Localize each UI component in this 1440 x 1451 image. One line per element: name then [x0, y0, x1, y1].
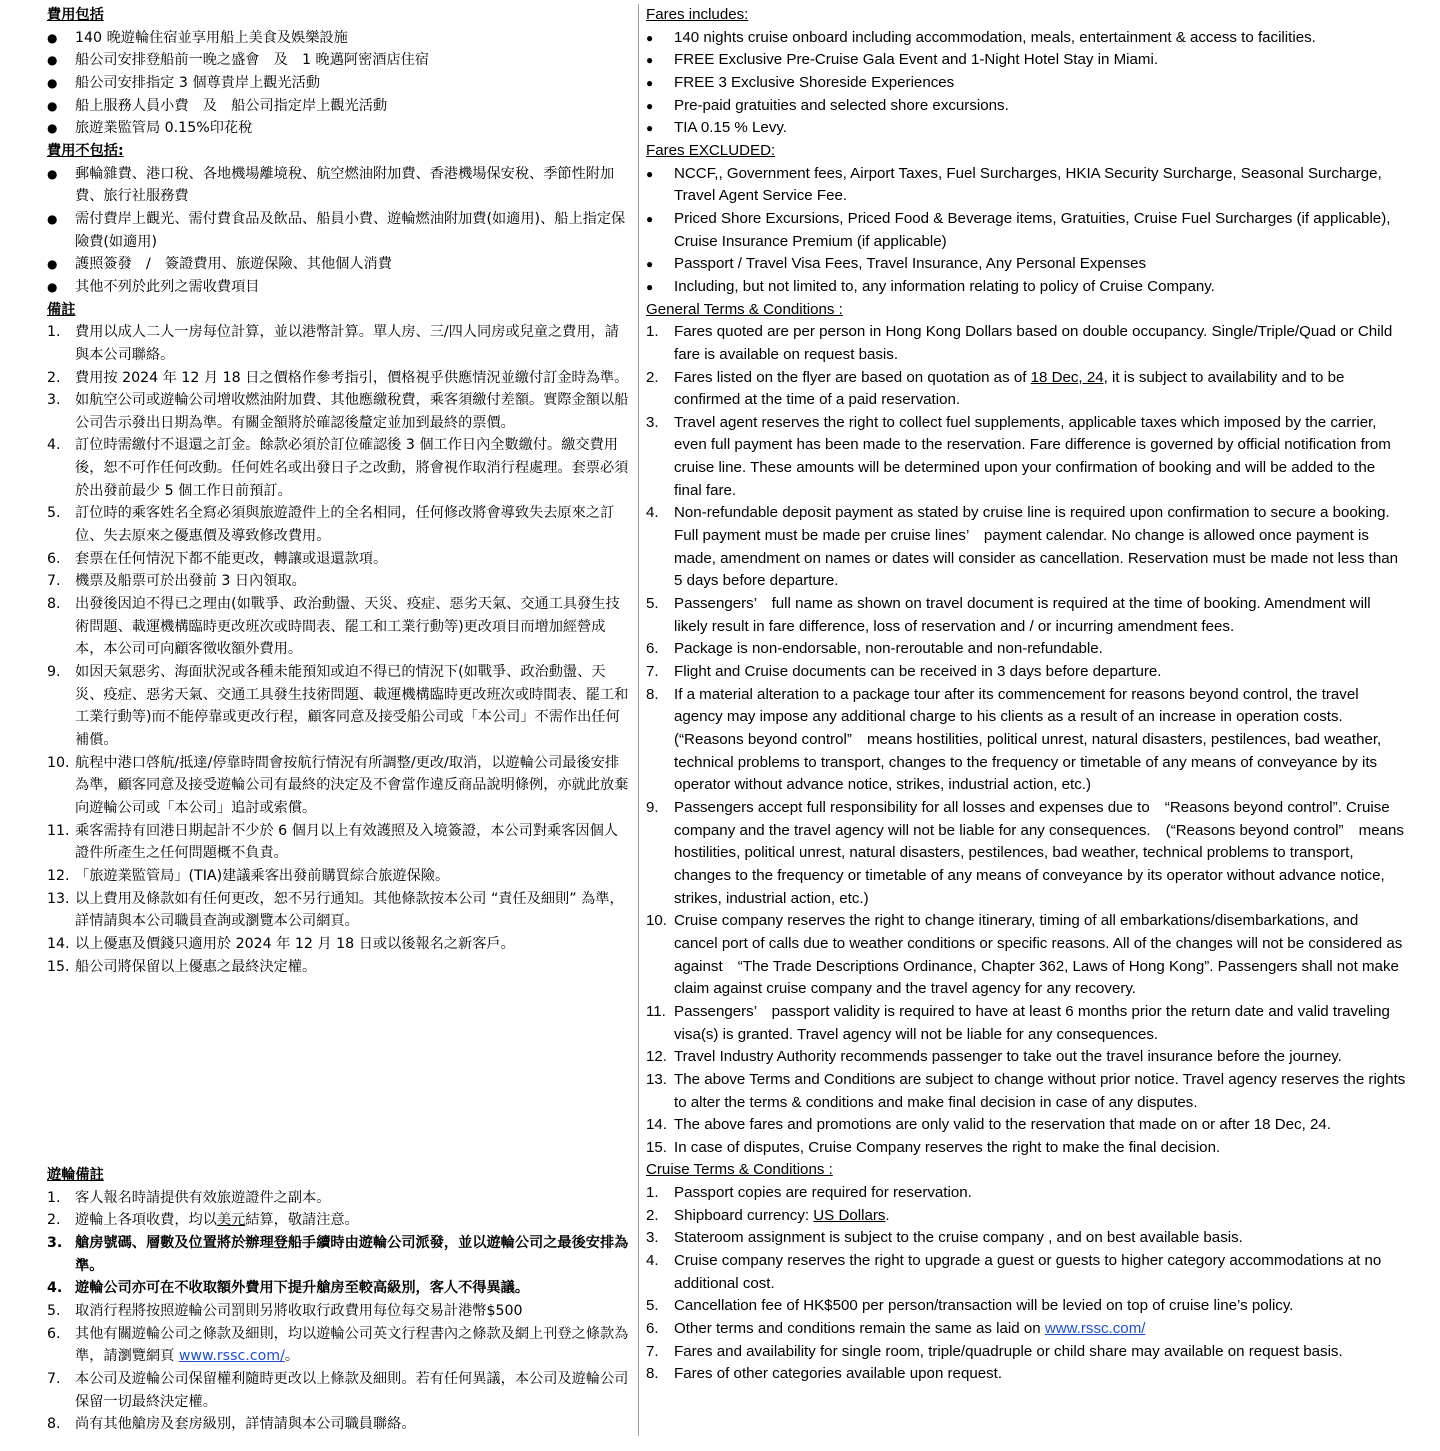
list-item: 11. 乘客需持有回港日期起計不少於 6 個月以上有效護照及入境簽證，本公司對乘客因個人證件所產生之任何問題概不負責。: [47, 822, 618, 862]
list-item: 4. Non-refundable deposit payment as stated by cruise line is required upon confirmation to secure a booking. Full payment must be made per cruise lines’ payment calendar. No change is allowed once payment is made, amendment on names or dates will consider as cancellation. Reservation must be made not less than 5 days before departure.: [646, 504, 1399, 590]
list-item: 1. 費用以成人二人一房每位計算，並以港幣計算。單人房、三/四人同房或兒童之費用，請與本公司聯絡。: [47, 324, 619, 363]
list-item: 3. Travel agent reserves the right to collect fuel supplements, applicable taxes which imposed by the carrier, even full payment has been made to the reservation. Fare difference is governed by official notification from cruise line. These amounts will be determined upon your confirmation of booking and will be added to the final fare.: [646, 413, 1391, 499]
en-general-heading: General Terms & Conditions :: [646, 300, 843, 318]
en-cruise-heading: Cruise Terms & Conditions :: [646, 1161, 833, 1179]
list-item: 6. Package is non-endorsable, non-reroutable and non-refundable.: [646, 640, 1103, 658]
list-item: 7. Flight and Cruise documents can be received in 3 days before departure.: [646, 663, 1162, 681]
list-item: ● 船公司安排指定 3 個尊貴岸上觀光活動: [47, 74, 321, 91]
list-item: 8. 尚有其他艙房及套房級別，詳情請與本公司職員聯絡。: [47, 1416, 416, 1433]
list-item: 5. Cancellation fee of HK$500 per person/transaction will be levied on top of cruise line’s policy.: [646, 1297, 1294, 1315]
list-item: 3. 如航空公司或遊輪公司增收燃油附加費、其他應繳稅費，乘客須繳付差額。實際金額以船公司告示發出日期為準。有關金額將於確認後釐定並加到最終的票價。: [47, 392, 629, 431]
list-item: 14. 以上優惠及價錢只適用於 2024 年 12 月 18 日或以後報名之新客戶。: [47, 935, 515, 952]
rssc-link[interactable]: www.rssc.com/: [1044, 1320, 1146, 1338]
list-item: ● Including, but not limited to, any information relating to policy of Cruise Company.: [646, 277, 1215, 295]
list-item: 11. Passengers’ passport validity is required to have at least 6 months prior the return date and valid traveling visa(s) is granted. Travel agency will not be liable for any consequences.: [646, 1002, 1390, 1043]
list-item: 8. 出發後因迫不得已之理由(如戰爭、政治動盪、天災、疫症、惡劣天氣、交通工具發生技術問題、載運機構臨時更改班次或時間表、罷工和工業行動等)更改項目而增加經營成本，本公司可向顧客徵收額外費用。: [47, 596, 620, 658]
list-item: 7. 本公司及遊輪公司保留權利隨時更改以上條款及細則。若有任何異議，本公司及遊輪公司保留一切最終決定權。: [47, 1370, 629, 1410]
zh-cruise-heading: 遊輪備註: [47, 1167, 104, 1183]
list-item: 9. Passengers accept full responsibility for all losses and expenses due to “Reasons beyond control”. Cruise company and the travel agency will not be liable for any consequences. (“Reasons beyond control” means hostilities, political unrest, natural disasters, pestilences, bad weather, technical problems to transport, changes to the frequency or timetable of any means of conveyance by its operator without advance notice, strikes, industrial action, etc.): [646, 798, 1404, 907]
list-item: 3. Stateroom assignment is subject to the cruise company , and on best available basis.: [646, 1229, 1243, 1247]
list-item: 15. In case of disputes, Cruise Company reserves the right to make the final decision.: [646, 1138, 1221, 1156]
list-item: 4. 訂位時需繳付不退還之訂金。餘款必須於訂位確認後 3 個工作日內全數繳付。繳交費用後，恕不可作任何改動。任何姓名或出發日子之改動，將會視作取消行程處理。套票必須於出發前最少 5 個工作日前預訂。: [47, 437, 629, 499]
chinese-terms-column: [47, 4, 632, 978]
list-item: 6. 套票在任何情況下都不能更改，轉讓或退還款項。: [47, 550, 388, 567]
list-item: 1. 客人報名時請提供有效旅遊證件之副本。: [47, 1189, 331, 1206]
rssc-link[interactable]: www.rssc.com/: [178, 1348, 285, 1365]
list-item: 12. Travel Industry Authority recommends passenger to take out the travel insurance before the journey.: [646, 1048, 1342, 1066]
list-item: 8. If a material alteration to a package tour after its commencement for reasons beyond control, the travel agency may impose any additional charge to his clients as a result of an increase in operation costs. (“Reasons beyond control” means hostilities, political unrest, natural disasters, pestilences, bad weather, technical problems to transport, changes to the frequency or timetable of any means of conveyance by its operator without advance notice, strikes, industrial action, etc.): [646, 685, 1382, 794]
list-item: 2. 費用按 2024 年 12 月 18 日之價格作參考指引，價格視乎供應情況並繳付訂金時為準。: [47, 369, 629, 386]
currency-text: US Dollars: [813, 1206, 886, 1224]
list-item: ● 郵輪雜費、港口稅、各地機場離境稅、航空燃油附加費、香港機場保安稅、季節性附加費、旅行社服務費: [47, 165, 615, 205]
english-terms-column: [646, 4, 1406, 1386]
list-item: ● FREE Exclusive Pre-Cruise Gala Event and 1-Night Hotel Stay in Miami.: [646, 51, 1159, 69]
list-item: ● 船公司安排登船前一晚之盛會 及 1 晚邁阿密酒店住宿: [47, 52, 430, 69]
list-item: ● 旅遊業監管局 0.15%印花稅: [47, 120, 253, 137]
list-item: ● TIA 0.15 % Levy.: [646, 119, 787, 137]
list-item: 3. 艙房號碼、層數及位置將於辦理登船手續時由遊輪公司派發，並以遊輪公司之最後安排為準。: [47, 1234, 629, 1274]
list-item: ● 其他不列於此列之需收費項目: [47, 278, 260, 295]
currency-text: 美元: [216, 1212, 246, 1229]
zh-excludes-list: [47, 163, 632, 299]
list-item: 2. Fares listed on the flyer are based on quotation as of 18 Dec, 24, it is subject to availability and to be confirmed at the time of a paid reservation.: [646, 368, 1345, 409]
list-item: 2. Shipboard currency: US Dollars.: [646, 1206, 890, 1224]
list-item: ● 需付費岸上觀光、需付費食品及飲品、船員小費、遊輪燃油附加費(如適用)、船上指定保險費(如適用): [47, 210, 626, 250]
zh-remarks-list: [47, 321, 632, 978]
list-item: 1. Fares quoted are per person in Hong Kong Dollars based on double occupancy. Single/Triple/Quad or Child fare is available on request basis.: [646, 323, 1393, 363]
list-item: 13. The above Terms and Conditions are subject to change without prior notice. Travel agency reserves the rights to alter the terms & conditions and make final decision in case of any disputes.: [646, 1070, 1406, 1111]
list-item: 4. Cruise company reserves the right to upgrade a guest or guests to higher category accommodations at no additional cost.: [646, 1252, 1382, 1292]
en-includes-heading: Fares includes:: [646, 6, 749, 23]
zh-cruise-notes-section: [47, 1164, 632, 1436]
list-item: 7. 機票及船票可於出發前 3 日內領取。: [47, 573, 306, 590]
list-item: 5. Passengers’ full name as shown on travel document is required at the time of booking. Amendment will likely result in fare difference, loss of reservation and / or incurring amendment fees.: [646, 595, 1371, 635]
list-item: 5. 訂位時的乘客姓名全寫必須與旅遊證件上的全名相同，任何修改將會導致失去原來之訂位、失去原來之優惠價及導致修改費用。: [47, 505, 615, 545]
list-item: 2. 遊輪上各項收費，均以美元結算，敬請注意。: [47, 1212, 359, 1229]
list-item: 6. Other terms and conditions remain the same as laid on www.rssc.com/: [646, 1320, 1146, 1338]
list-item: 10. Cruise company reserves the right to change itinerary, timing of all embarkations/disembarkations, and cancel port of calls due to weather conditions or specific reasons. All of the changes will not be considered as against “The Trade Descriptions Ordinance, Chapter 362, Laws of Hong Kong”. Passengers shall not make claim against cruise company and the travel agency for any recovery.: [646, 912, 1403, 998]
column-divider: [638, 4, 639, 1436]
list-item: ● FREE 3 Exclusive Shoreside Experiences: [646, 73, 955, 91]
quotation-date: 18 Dec, 24: [1030, 368, 1104, 386]
list-item: ● 140 晚遊輪住宿並享用船上美食及娛樂設施: [47, 29, 348, 46]
list-item: ● 護照簽發 / 簽證費用、旅遊保險、其他個人消費: [47, 256, 392, 273]
list-item: ● 船上服務人員小費 及 船公司指定岸上觀光活動: [47, 97, 388, 114]
list-item: ● NCCF,, Government fees, Airport Taxes, Fuel Surcharges, HKIA Security Surcharge, Seasonal Surcharge, Travel Agent Service Fee.: [646, 164, 1382, 205]
zh-remarks-heading: 備註: [47, 301, 76, 318]
zh-includes-list: [47, 27, 632, 140]
en-excludes-heading: Fares EXCLUDED:: [646, 141, 776, 159]
list-item: 12. 「旅遊業監管局」(TIA)建議乘客出發前購買綜合旅遊保險。: [47, 867, 450, 884]
zh-excludes-heading: 費用不包括:: [47, 142, 124, 159]
list-item: 6. 其他有關遊輪公司之條款及細則，均以遊輪公司英文行程書內之條款及網上刊登之條款為準，請瀏覽網頁 www.rssc.com/。: [47, 1325, 629, 1365]
zh-includes-heading: 費用包括: [47, 7, 104, 23]
list-item: 7. Fares and availability for single room, triple/quadruple or child share may available on request basis.: [646, 1342, 1343, 1360]
list-item: 4. 遊輪公司亦可在不收取額外費用下提升艙房至較高級別，客人不得異議。: [47, 1280, 530, 1297]
list-item: 13. 以上費用及條款如有任何更改，恕不另行通知。其他條款按本公司 “責任及細則” 為準，詳情請與本公司職員查詢或瀏覽本公司網頁。: [47, 890, 624, 930]
list-item: ● Passport / Travel Visa Fees, Travel Insurance, Any Personal Expenses: [646, 255, 1147, 273]
list-item: ● Priced Shore Excursions, Priced Food & Beverage items, Gratuities, Cruise Fuel Surcharges (if applicable), Cruise Insurance Premium (if applicable): [646, 209, 1391, 250]
list-item: 5. 取消行程將按照遊輪公司罰則另將收取行政費用每位每交易計港幣$500: [47, 1302, 523, 1319]
list-item: 9. 如因天氣惡劣、海面狀況或各種未能預知或迫不得已的情況下(如戰爭、政治動盪、天災、疫症、惡劣天氣、交通工具發生技術問題、載運機構臨時更改班次或時間表、罷工和工業行動等)而不能停靠或更改行程，顧客同意及接受船公司或「本公司」不需作出任何補償。: [47, 664, 629, 748]
list-item: 15. 船公司將保留以上優惠之最終決定權。: [47, 958, 317, 975]
list-item: 8. Fares of other categories available upon request.: [646, 1365, 1003, 1383]
list-item: 14. The above fares and promotions are only valid to the reservation that made on or after 18 Dec, 24.: [646, 1116, 1331, 1134]
list-item: 1. Passport copies are required for reservation.: [646, 1184, 972, 1202]
list-item: ● 140 nights cruise onboard including accommodation, meals, entertainment & access to facilities.: [646, 28, 1316, 46]
list-item: 10. 航程中港口啓航/抵達/停靠時間會按航行情況有所調整/更改/取消，以遊輪公司最後安排為準，顧客同意及接受遊輪公司有最終的決定及不會當作違反商品說明條例，亦就此放棄向遊輪公司或「本公司」追討或索償。: [47, 754, 629, 816]
list-item: ● Pre-paid gratuities and selected shore excursions.: [646, 96, 1009, 114]
